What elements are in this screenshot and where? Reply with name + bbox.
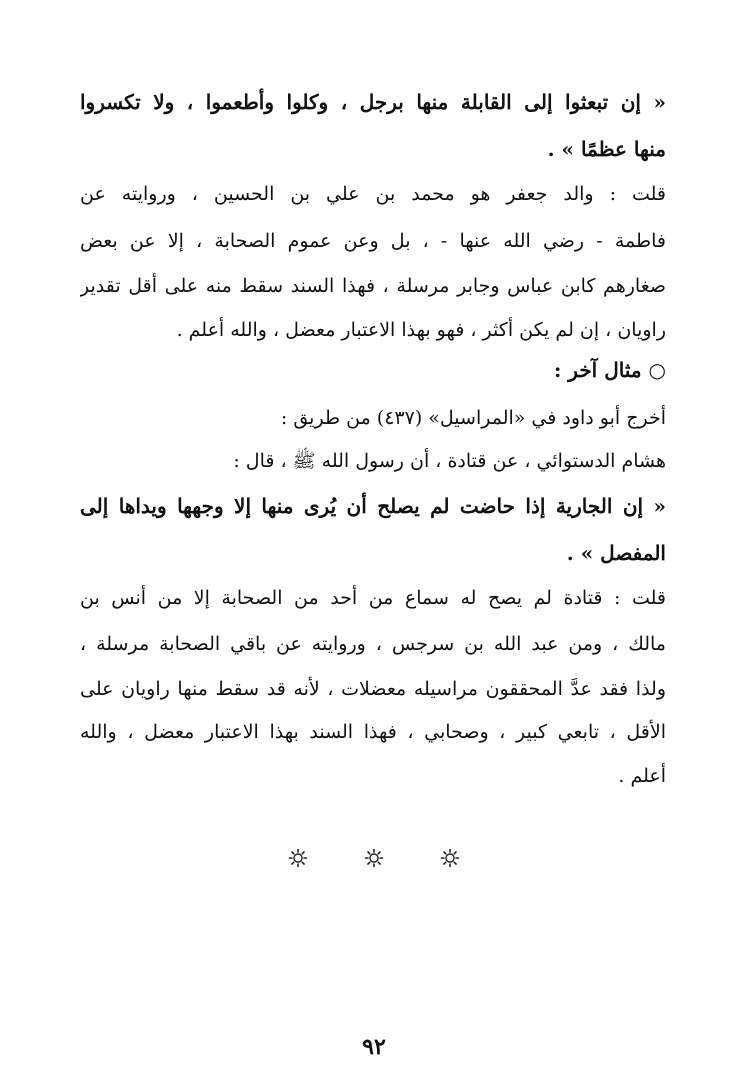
flower-ornament-icon bbox=[440, 848, 460, 868]
hadith-text-line: « إن الجارية إذا حاضت لم يصلح أن يُرى منها إلا وجهها ويداها إلى bbox=[80, 494, 666, 518]
section-heading: ○ مثال آخر : bbox=[553, 358, 666, 382]
commentary-line: الأقل ، تابعي كبير ، وصحابي ، فهذا السند بهذا الاعتبار معضل ، والله bbox=[80, 721, 666, 743]
commentary-line: أعلم . bbox=[618, 765, 666, 787]
source-line: أخرج أبو داود في «المراسيل» (٤٣٧) من طريق : bbox=[280, 407, 666, 429]
flower-ornament-icon bbox=[288, 848, 308, 868]
hadith-text-line: المفصل » . bbox=[566, 541, 666, 565]
flower-ornament-icon bbox=[364, 848, 384, 868]
commentary-line: قلت : قتادة لم يصح له سماع من أحد من الصحابة إلا من أنس بن bbox=[80, 587, 666, 609]
commentary-line: مالك ، ومن عبد الله بن سرجس ، وروايته عن باقي الصحابة مرسلة ، bbox=[80, 633, 666, 655]
commentary-line: صغارهم كابن عباس وجابر مرسلة ، فهذا السند سقط منه على أقل تقدير bbox=[80, 275, 666, 297]
commentary-line: ولذا فقد عدَّ المحققون مراسيله معضلات ، لأنه قد سقط منها راويان على bbox=[80, 678, 666, 700]
commentary-line: راويان ، إن لم يكن أكثر ، فهو بهذا الاعتبار معضل ، والله أعلم . bbox=[176, 319, 666, 341]
commentary-line: فاطمة - رضي الله عنها - ، بل وعن عموم الصحابة ، إلا عن بعض bbox=[80, 230, 666, 252]
commentary-line: قلت : والد جعفر هو محمد بن علي بن الحسين ، وروايته عن bbox=[80, 183, 666, 205]
page-number: ٩٢ bbox=[362, 1034, 386, 1060]
hadith-text-line: منها عظمًا » . bbox=[547, 137, 666, 161]
section-divider bbox=[0, 848, 748, 872]
hadith-text-line: « إن تبعثوا إلى القابلة منها برجل ، وكلوا وأطعموا ، ولا تكسروا bbox=[80, 90, 666, 114]
source-line: هشام الدستوائي ، عن قتادة ، أن رسول الله ﷺ ، قال : bbox=[233, 450, 666, 472]
